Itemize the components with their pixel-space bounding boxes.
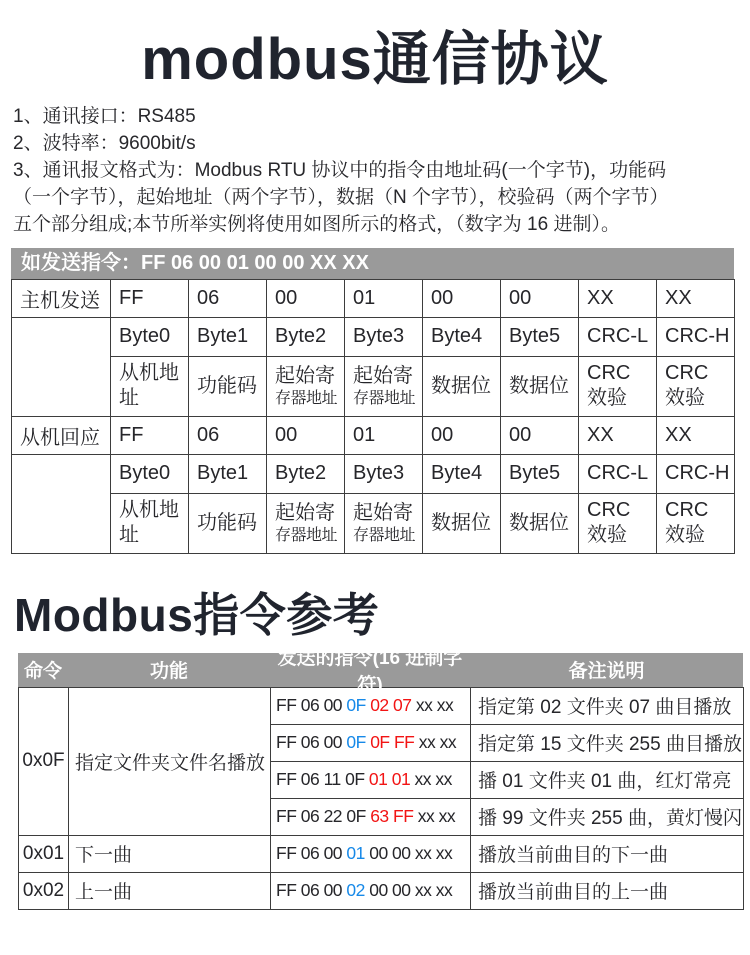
value-cell: 00 [267,279,345,317]
command-table-header [18,647,743,696]
byte-label-cell: Byte4 [423,317,501,356]
command-remark-cell: 播放当前曲目的上一曲 [471,872,744,909]
table-row [12,416,735,454]
value-cell: 00 [501,416,579,454]
desc-cell: CRC 效验 [657,493,735,553]
hex-segment: 01 [346,843,370,864]
table-row [12,317,735,356]
intro-line: （一个字节），起始地址（两个字节），数据（N 个字节），校验码（两个字节） [13,186,669,208]
hex-segment: xx xx [414,769,452,790]
desc-cell: CRC 效验 [579,356,657,416]
page-title: modbus通信协议 [141,27,609,92]
value-cell: 06 [189,416,267,454]
byte-label-cell: Byte0 [111,454,189,493]
desc-cell: 数据位 [423,356,501,416]
hex-segment: FF 06 00 [276,695,347,716]
empty-label-cell [12,317,111,416]
hex-segment: FF 06 00 [276,843,347,864]
command-function-cell: 上一曲 [69,872,271,909]
command-hex-cell [271,798,471,835]
desc-cell: 起始寄 存器地址 [345,493,423,553]
hex-segment: xx xx [417,806,456,827]
command-remark-cell: 指定第 15 文件夹 255 曲目播放 [471,724,744,761]
byte-label-cell: Byte4 [423,454,501,493]
hex-segment: 00 00 xx xx [369,880,453,901]
byte-label-cell: Byte3 [345,317,423,356]
value-cell: 01 [345,416,423,454]
value-cell: 00 [423,279,501,317]
command-remark-cell: 播放当前曲目的下一曲 [471,835,744,872]
command-code-cell: 0x0F [19,687,69,835]
byte-label-cell: CRC-L [579,454,657,493]
hex-segment: 0F [346,695,371,716]
command-hex-cell [271,724,471,761]
desc-cell: 从机地 址 [111,493,189,553]
value-cell: 00 [501,279,579,317]
desc-cell: 数据位 [423,493,501,553]
hex-segment: 02 07 [370,695,416,716]
byte-label-cell: Byte3 [345,454,423,493]
byte-label-cell: Byte1 [189,454,267,493]
row-label-cell: 从机回应 [12,416,111,454]
hex-segment: 0F FF [370,732,419,753]
column-header: 命令 [23,661,62,683]
command-remark-cell: 播 01 文件夹 01 曲，红灯常亮 [471,761,744,798]
command-hex-cell [271,872,471,909]
intro-line: 五个部分组成;本节所举实例将使用如图所示的格式，（数字为 16 进制）。 [13,213,620,235]
empty-label-cell [12,454,111,553]
byte-label-cell: Byte2 [267,454,345,493]
byte-label-cell: Byte5 [501,317,579,356]
desc-cell: CRC 效验 [657,356,735,416]
value-cell: 00 [423,416,501,454]
value-cell: 06 [189,279,267,317]
hex-segment: 00 00 xx xx [369,843,453,864]
column-header: 发送的指令(16 进制字符) [277,647,463,696]
value-cell: XX [657,279,735,317]
section-title: Modbus指令参考 [14,588,380,641]
byte-label-cell: Byte0 [111,317,189,356]
hex-segment: 01 01 [368,769,415,790]
byte-label-cell: Byte5 [501,454,579,493]
column-header: 备注说明 [568,661,645,683]
value-cell: 00 [267,416,345,454]
hex-segment: FF 06 00 [276,880,347,901]
hex-segment: 02 [346,880,370,901]
byte-label-cell: Byte2 [267,317,345,356]
desc-cell: 功能码 [189,356,267,416]
hex-segment: FF 06 22 0F [276,806,371,827]
byte-label-cell: CRC-H [657,317,735,356]
desc-cell: 起始寄 存器地址 [267,356,345,416]
table-row [19,835,744,872]
byte-label-cell: Byte1 [189,317,267,356]
desc-cell: 起始寄 存器地址 [345,356,423,416]
command-hex-cell [271,835,471,872]
command-remark-cell: 播 99 文件夹 255 曲，黄灯慢闪 [471,798,744,835]
desc-cell: CRC 效验 [579,493,657,553]
hex-segment: 63 FF [370,806,418,827]
command-code-cell: 0x02 [19,872,69,909]
hex-segment: xx xx [415,695,454,716]
desc-cell: 从机地 址 [111,356,189,416]
byte-label-cell: CRC-H [657,454,735,493]
row-label-cell: 主机发送 [12,279,111,317]
value-cell: 01 [345,279,423,317]
value-cell: XX [579,416,657,454]
intro-line: 1、通讯接口：RS485 [13,105,196,127]
desc-cell: 起始寄 存器地址 [267,493,345,553]
command-hex-cell [271,761,471,798]
value-cell: XX [657,416,735,454]
command-table [18,687,744,910]
hex-segment: FF 06 00 [276,732,347,753]
intro-line: 2、波特率：9600bit/s [13,132,196,154]
table-row [12,279,735,317]
desc-cell: 数据位 [501,356,579,416]
hex-segment: xx xx [418,732,457,753]
table-row [19,872,744,909]
command-remark-cell: 指定第 02 文件夹 07 曲目播放 [471,687,744,724]
hex-segment: FF 06 11 0F [276,769,369,790]
command-code-cell: 0x01 [19,835,69,872]
value-cell: XX [579,279,657,317]
desc-cell: 数据位 [501,493,579,553]
intro-line: 3、通讯报文格式为：Modbus RTU 协议中的指令由地址码(一个字节)，功能码 [13,159,667,181]
column-header: 功能 [149,661,188,683]
hex-segment: 0F [346,732,371,753]
intro-paragraph [13,103,750,238]
table-row [12,356,735,416]
table-row [12,493,735,553]
table-row [12,454,735,493]
value-cell: FF [111,416,189,454]
desc-cell: 功能码 [189,493,267,553]
frame-table [11,279,735,554]
frame-table-caption: 如发送指令：FF 06 00 01 00 00 XX XX [11,248,734,279]
byte-label-cell: CRC-L [579,317,657,356]
value-cell: FF [111,279,189,317]
command-function-cell: 下一曲 [69,835,271,872]
command-function-cell: 指定文件夹文件名播放 [69,687,271,835]
